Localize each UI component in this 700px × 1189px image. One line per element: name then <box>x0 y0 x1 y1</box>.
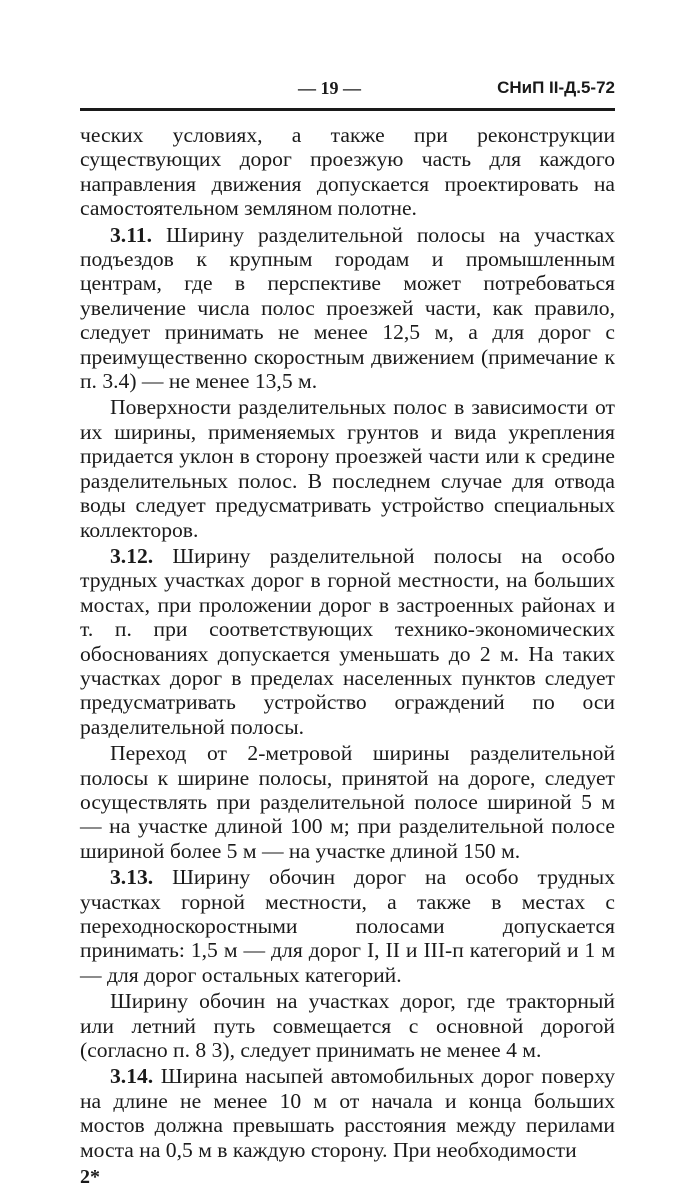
paragraph-text: ческих условиях, а также при реконструкции существующих дорог проезжую часть для каждого направления движения допускается проектировать на самостоятельном земляном полотне. <box>80 123 615 221</box>
section-number: 3.11. <box>110 222 152 247</box>
paragraph-text: Ширина насыпей автомобильных дорог поверху на длине не менее 10 м от начала и конца больших мостов должна превышать расстояния между перилами моста на 0,5 м в каждую сторону. При необходимости <box>80 1064 615 1162</box>
section-number: 3.13. <box>110 865 154 890</box>
document-page <box>80 78 615 1189</box>
body-text <box>80 123 615 1162</box>
paragraph <box>80 123 615 221</box>
paragraph <box>80 741 615 863</box>
paragraph <box>80 223 615 394</box>
section-number: 3.12. <box>110 543 154 568</box>
header-rule <box>80 108 615 111</box>
signature-mark: 2* <box>80 1166 100 1189</box>
paragraph-text: Ширину обочин на участках дорог, где тракторный или летний путь совмещается с основной дорогой (согласно п. 8 3), следует принимать не менее 4 м. <box>80 989 615 1063</box>
paragraph <box>80 865 615 987</box>
paragraph-text: Ширину разделительной полосы на участках подъездов к крупным городам и промышленным центрам, где в перспективе может потребоваться увеличение числа полос проезжей части, как правило, следует принимать не менее 12,5 м, а для дорог с преимущественно скоростным движением (примечание к п. 3.4) — не менее 13,5 м. <box>80 222 615 394</box>
paragraph <box>80 989 615 1062</box>
section-number: 3.14. <box>110 1064 154 1089</box>
document-code: СНиП II-Д.5-72 <box>497 78 615 97</box>
paragraph <box>80 544 615 739</box>
paragraph <box>80 1064 615 1162</box>
paragraph-text: Ширину обочин дорог на особо трудных участках горной местности, а также в местах с переходноскоростными полосами допускается принимать: 1,5 м — для дорог I, II и III-п категорий и 1 м — для дорог остальных категорий. <box>80 865 615 987</box>
page-number: — 19 — <box>298 78 361 98</box>
page-header <box>80 78 615 108</box>
paragraph-text: Ширину разделительной полосы на особо трудных участках дорог в горной местности, на больших мостах, при проложении дорог в застроенных районах и т. п. при соответствующих технико-экономических обоснованиях допускается уменьшать до 2 м. На таких участках дорог в пределах населенных пунктов следует предусматривать устройство ограждений по оси разделительной полосы. <box>80 543 615 739</box>
paragraph-text: Поверхности разделительных полос в зависимости от их ширины, применяемых грунтов и вида укрепления придается уклон в сторону проезжей части или к средине разделительных полос. В последнем случае для отвода воды следует предусматривать устройство специальных коллекторов. <box>80 395 615 542</box>
paragraph-text: Переход от 2-метровой ширины разделительной полосы к ширине полосы, принятой на дороге, следует осуществлять при разделительной полосе шириной 5 м — на участке длиной 100 м; при разделительной полосе шириной более 5 м — на участке длиной 150 м. <box>80 741 615 863</box>
paragraph <box>80 395 615 541</box>
